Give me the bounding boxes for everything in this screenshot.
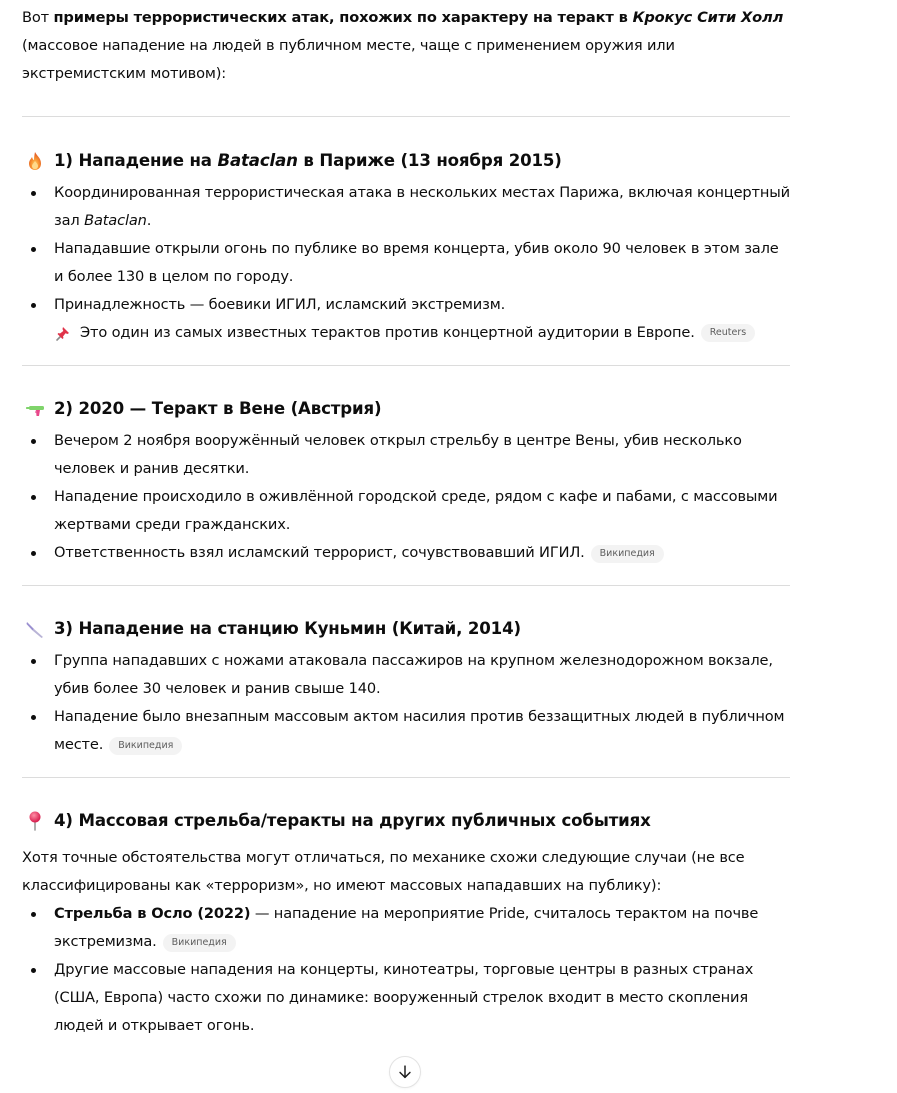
list-item: Координированная террористическая атака в нескольких местах Парижа, включая концертный зал Bataclan. <box>22 179 790 235</box>
list-item: Принадлежность — боевики ИГИЛ, исламский экстремизм. Это один из самых известных терактов против концертной аудитории в Европе. Reuters <box>22 291 790 347</box>
list-item: Группа нападавших с ножами атаковала пассажиров на крупном железнодорожном вокзале, убив более 30 человек и ранив свыше 140. <box>22 647 790 703</box>
fire-icon <box>24 150 46 172</box>
arrow-down-icon <box>396 1063 414 1081</box>
bullet-list <box>22 179 790 347</box>
list-item: Ответственность взял исламский террорист, сочувствовавший ИГИЛ. Википедия <box>22 539 790 567</box>
list-item: Нападение происходило в оживлённой городской среде, рядом с кафе и пабами, с массовыми жертвами среди гражданских. <box>22 483 790 539</box>
list-item: Нападение было внезапным массовым актом насилия против беззащитных людей в публичном месте. Википедия <box>22 703 790 759</box>
list-item: Другие массовые нападения на концерты, кинотеатры, торговые центры в разных странах (США, Европа) часто схожи по динамике: вооруженный стрелок входит в место скопления людей и открывает огонь. <box>22 956 790 1040</box>
section-title: 2) 2020 — Теракт в Вене (Австрия) <box>22 395 790 423</box>
section-other-mass-shootings <box>22 807 790 1040</box>
knife-icon <box>24 618 46 640</box>
intro-prefix: Вот <box>22 9 54 26</box>
note <box>54 319 790 347</box>
intro-rest: (массовое нападение на людей в публичном месте, чаще с применением оружия или экстремистским мотивом): <box>22 37 675 82</box>
bullet-list <box>22 900 790 1040</box>
section-title: 4) Массовая стрельба/теракты на других публичных событиях <box>22 807 790 835</box>
list-item: Нападавшие открыли огонь по публике во время концерта, убив около 90 человек в этом зале и более 130 в целом по городу. <box>22 235 790 291</box>
source-pill-wikipedia[interactable]: Википедия <box>163 934 236 952</box>
list-item: Вечером 2 ноября вооружённый человек открыл стрельбу в центре Вены, убив несколько человек и ранив десятки. <box>22 427 790 483</box>
section-title: 3) Нападение на станцию Куньмин (Китай, 2014) <box>22 615 790 643</box>
source-pill-wikipedia[interactable]: Википедия <box>591 545 664 563</box>
intro-paragraph <box>22 4 790 88</box>
section-title: 1) Нападение на Bataclan в Париже (13 ноября 2015) <box>22 147 790 175</box>
note-text: Это один из самых известных терактов против концертной аудитории в Европе. <box>80 324 695 341</box>
bullet-list <box>22 647 790 759</box>
section-vienna <box>22 395 790 567</box>
assistant-message <box>22 4 790 1040</box>
scroll-to-bottom-button[interactable] <box>389 1056 421 1088</box>
source-pill-wikipedia[interactable]: Википедия <box>109 737 182 755</box>
pushpin-icon <box>54 324 72 342</box>
section-paragraph: Хотя точные обстоятельства могут отличаться, по механике схожи следующие случаи (не все классифицированы как «терроризм», но имеют массовых нападавших на публику): <box>22 849 745 894</box>
section-bataclan <box>22 147 790 347</box>
intro-bold-italic: Крокус Сити Холл <box>632 9 784 26</box>
water-pistol-icon <box>24 398 46 420</box>
source-pill-reuters[interactable]: Reuters <box>701 324 755 342</box>
section-kunming <box>22 615 790 759</box>
intro-bold: примеры террористических атак, похожих по характеру на теракт в <box>53 9 633 26</box>
round-pushpin-icon <box>24 810 46 832</box>
bullet-list <box>22 427 790 567</box>
list-item: Стрельба в Осло (2022) — нападение на мероприятие Pride, считалось терактом на почве экстремизма. Википедия <box>22 900 790 956</box>
